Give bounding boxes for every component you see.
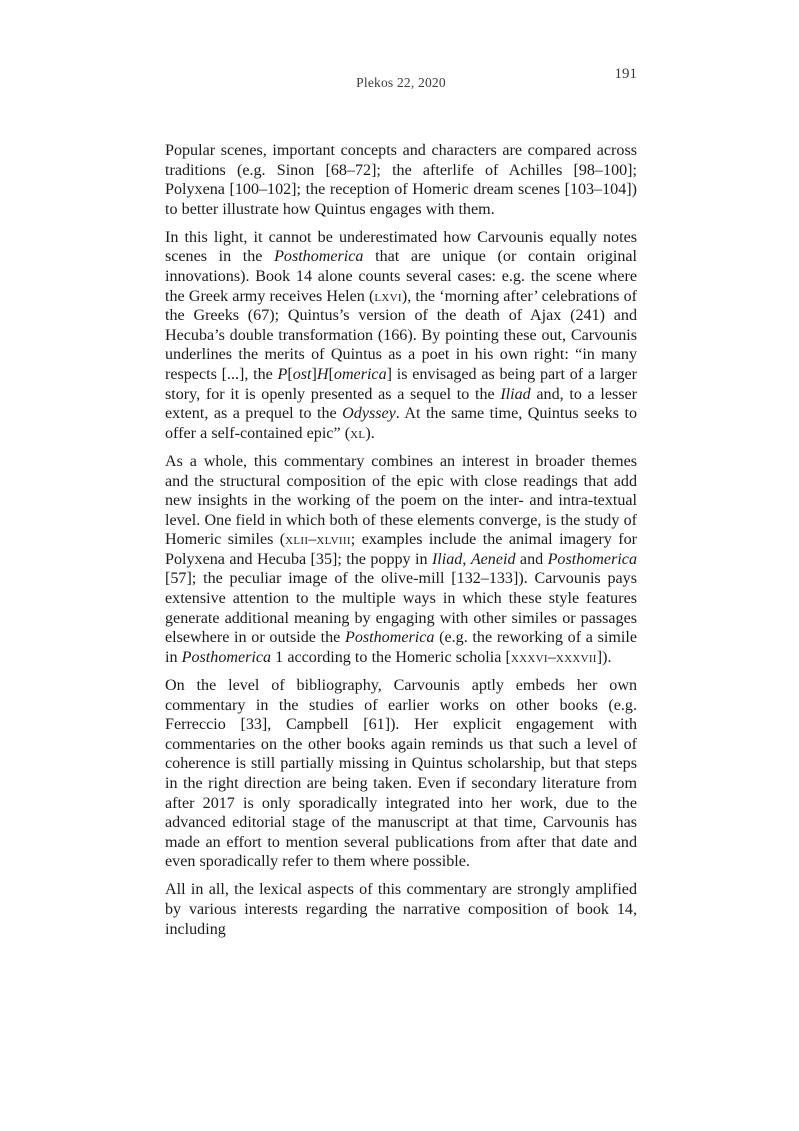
body-text-block	[165, 141, 637, 939]
para-bibliography: On the level of bibliography, Carvounis aptly embeds her own commentary in the studies of earlier works on other books (e.g. Ferreccio [33], Campbell [61]). Her explicit engagement with commentaries on the other books again reminds us that such a level of coherence is still partially missing in Quintus scholarship, but that steps in the right direction are being taken. Even if secondary literature from after 2017 is only sporadically integrated into her work, due to the advanced editorial stage of the manuscript at that time, Carvounis has made an effort to mention several publications from after that date and even sporadically refer to them where possible.	[165, 676, 637, 871]
para-in-this-light: In this light, it cannot be underestimated how Carvounis equally notes scenes in the Posthomerica that are unique (or contain original innovations). Book 14 alone counts several cases: e.g. the scene where the Greek army receives Helen (lxvi), the ‘morning after’ celebrations of the Greeks (67); Quintus’s version of the death of Ajax (241) and Hecuba’s double transformation (166). By pointing these out, Carvounis underlines the merits of Quintus as a poet in his own right: “in many respects [...], the P[ost]H[omerica] is envisaged as being part of a larger story, for it is openly presented as a sequel to the Iliad and, to a lesser extent, as a prequel to the Odyssey. At the same time, Quintus seeks to offer a self-contained epic” (xl).	[165, 228, 638, 442]
para-popular-scenes: Popular scenes, important concepts and characters are compared across traditions (e.g. Sinon [68–72]; the afterlife of Achilles [98–100]; Polyxena [100–102]; the reception of Homeric dream scenes [103–104]) to better illustrate how Quintus engages with them.	[165, 142, 637, 218]
page-number: 191	[614, 66, 637, 82]
para-as-a-whole: As a whole, this commentary combines an interest in broader themes and the structural composition of the epic with close readings that add new insights in the working of the poem on the inter- and intra-textual level. One field in which both of these elements converge, is the study of Homeric similes (xlii–xlviii; examples include the animal imagery for Polyxena and Hecuba [35]; the poppy in Iliad, Aeneid and Posthomerica [57]; the peculiar image of the olive-mill [132–133]). Carvounis pays extensive attention to the multiple ways in which these style features generate additional meaning by engaging with other similes or passages elsewhere in or outside the Posthomerica (e.g. the reworking of a simile in Posthomerica 1 according to the Homeric scholia [xxxvi–xxxvii]).	[165, 452, 638, 666]
running-head-title: Plekos 22, 2020	[356, 75, 446, 90]
para-all-in-all: All in all, the lexical aspects of this commentary are strongly amplified by various interests regarding the narrative composition of book 14, including	[165, 881, 637, 938]
running-head	[165, 66, 637, 94]
